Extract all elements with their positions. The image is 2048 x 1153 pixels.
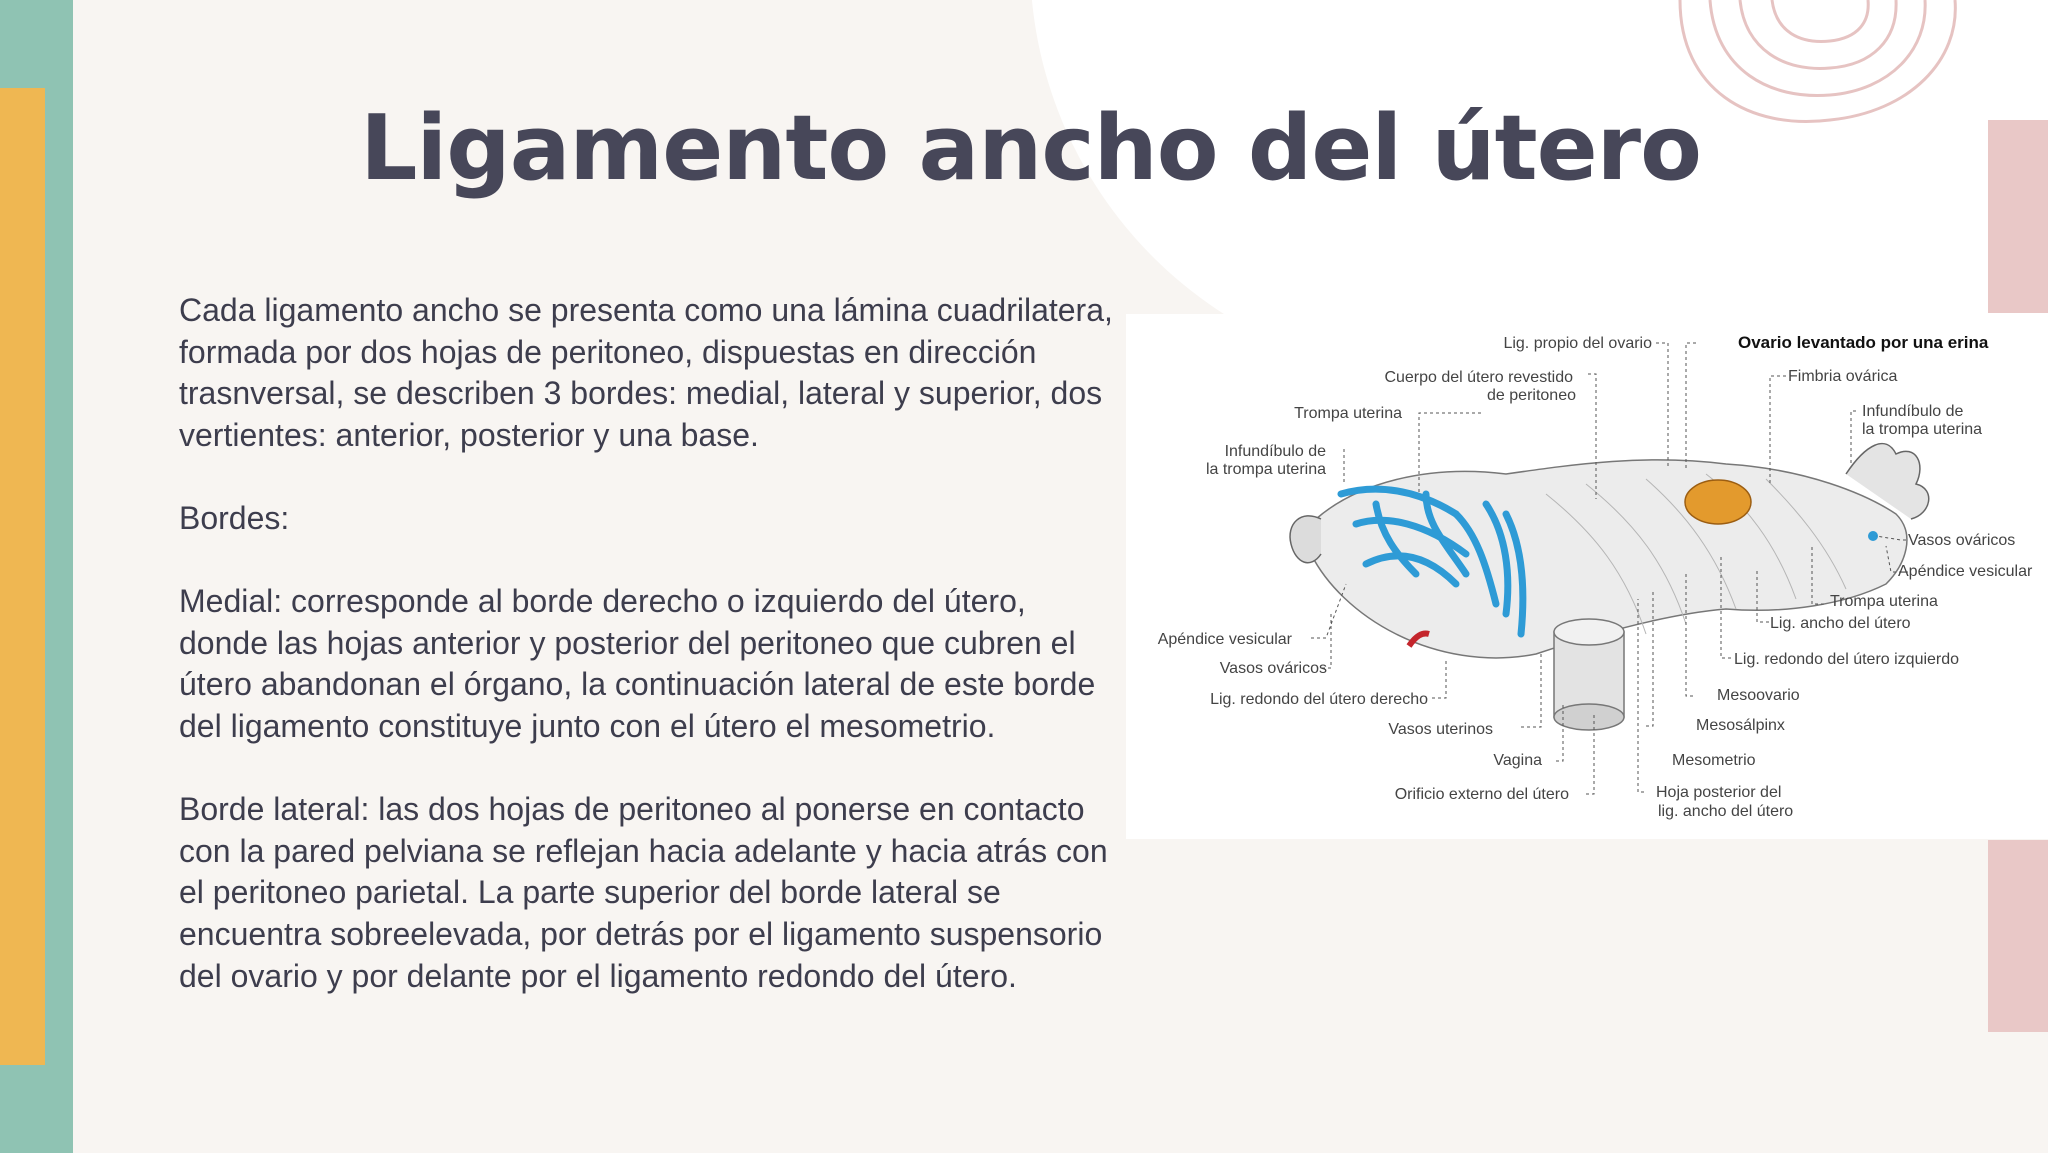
- label-infundibulo-left-1: Infundíbulo de: [1224, 443, 1326, 460]
- label-mesometrio: Mesometrio: [1672, 752, 1756, 769]
- uterus-cylinder: [1554, 619, 1624, 730]
- left-infundibulum: [1290, 516, 1321, 563]
- label-cuerpo-utero-1: Cuerpo del útero revestido: [1384, 369, 1573, 386]
- anatomy-figure: [1126, 314, 2048, 839]
- paragraph-lateral: Borde lateral: las dos hojas de peritoneo al ponerse en contacto con la pared pelviana se reflejan hacia adelante y hacia atrás con el peritoneo parietal. La parte superior del borde lateral se encuentra sobreelevada, por detrás por el ligamento suspensorio del ovario y por delante por el ligamento redondo del útero.: [179, 791, 1108, 994]
- body-text: [179, 290, 1119, 997]
- ovary: [1685, 480, 1751, 524]
- label-infundibulo-right-1: Infundíbulo de: [1862, 403, 1964, 420]
- label-infundibulo-right-2: la trompa uterina: [1862, 421, 1983, 438]
- broad-ligament-illustration: [1126, 314, 2048, 839]
- label-trompa-uterina-right: Trompa uterina: [1830, 593, 1938, 610]
- label-lig-redondo-izq: Lig. redondo del útero izquierdo: [1734, 651, 1960, 668]
- label-apendice-vesicular-right: Apéndice vesicular: [1898, 563, 2033, 580]
- slide-title: Ligamento ancho del útero: [360, 96, 1701, 201]
- right-pink-block-top: [1988, 120, 2048, 313]
- label-ovario-levantado: Ovario levantado por una erina: [1738, 333, 1989, 352]
- label-mesosalpinx: Mesosálpinx: [1696, 717, 1785, 734]
- label-hoja-posterior-1: Hoja posterior del: [1656, 784, 1782, 801]
- label-mesoovario: Mesoovario: [1717, 687, 1800, 704]
- left-yellow-stripe: [0, 88, 45, 1065]
- label-lig-propio-ovario: Lig. propio del ovario: [1503, 335, 1652, 352]
- label-orificio-externo: Orificio externo del útero: [1394, 786, 1569, 803]
- paragraph-bordes: Bordes:: [179, 499, 290, 536]
- label-lig-ancho: Lig. ancho del útero: [1770, 615, 1911, 632]
- label-apendice-vesicular-left: Apéndice vesicular: [1157, 631, 1292, 648]
- paragraph-medial: Medial: corresponde al borde derecho o izquierdo del útero, donde las hojas anterior y posterior del peritoneo que cubren el útero abandonan el órgano, la continuación lateral de este borde del ligamento constituye junto con el útero el mesometrio.: [179, 583, 1096, 744]
- paragraph-intro: Cada ligamento ancho se presenta como una lámina cuadrilatera, formada por dos hojas de peritoneo, dispuestas en dirección trasnversal, se describen 3 bordes: medial, lateral y superior, dos vertientes: anterior, posterior y una base.: [179, 292, 1113, 453]
- label-lig-redondo-der: Lig. redondo del útero derecho: [1210, 691, 1428, 708]
- label-vagina: Vagina: [1493, 752, 1542, 769]
- label-hoja-posterior-2: lig. ancho del útero: [1658, 803, 1794, 820]
- label-infundibulo-left-2: la trompa uterina: [1205, 461, 1326, 478]
- label-trompa-uterina-left: Trompa uterina: [1294, 405, 1402, 422]
- label-vasos-ovaricos-right: Vasos ováricos: [1908, 532, 2016, 549]
- right-pink-block-bottom: [1988, 840, 2048, 1032]
- label-vasos-ovaricos-left: Vasos ováricos: [1219, 660, 1327, 677]
- label-vasos-uterinos: Vasos uterinos: [1388, 721, 1493, 738]
- right-vessel-dot: [1868, 531, 1878, 541]
- label-cuerpo-utero-2: de peritoneo: [1487, 387, 1576, 404]
- label-fimbria-ovarica: Fimbria ovárica: [1788, 368, 1898, 385]
